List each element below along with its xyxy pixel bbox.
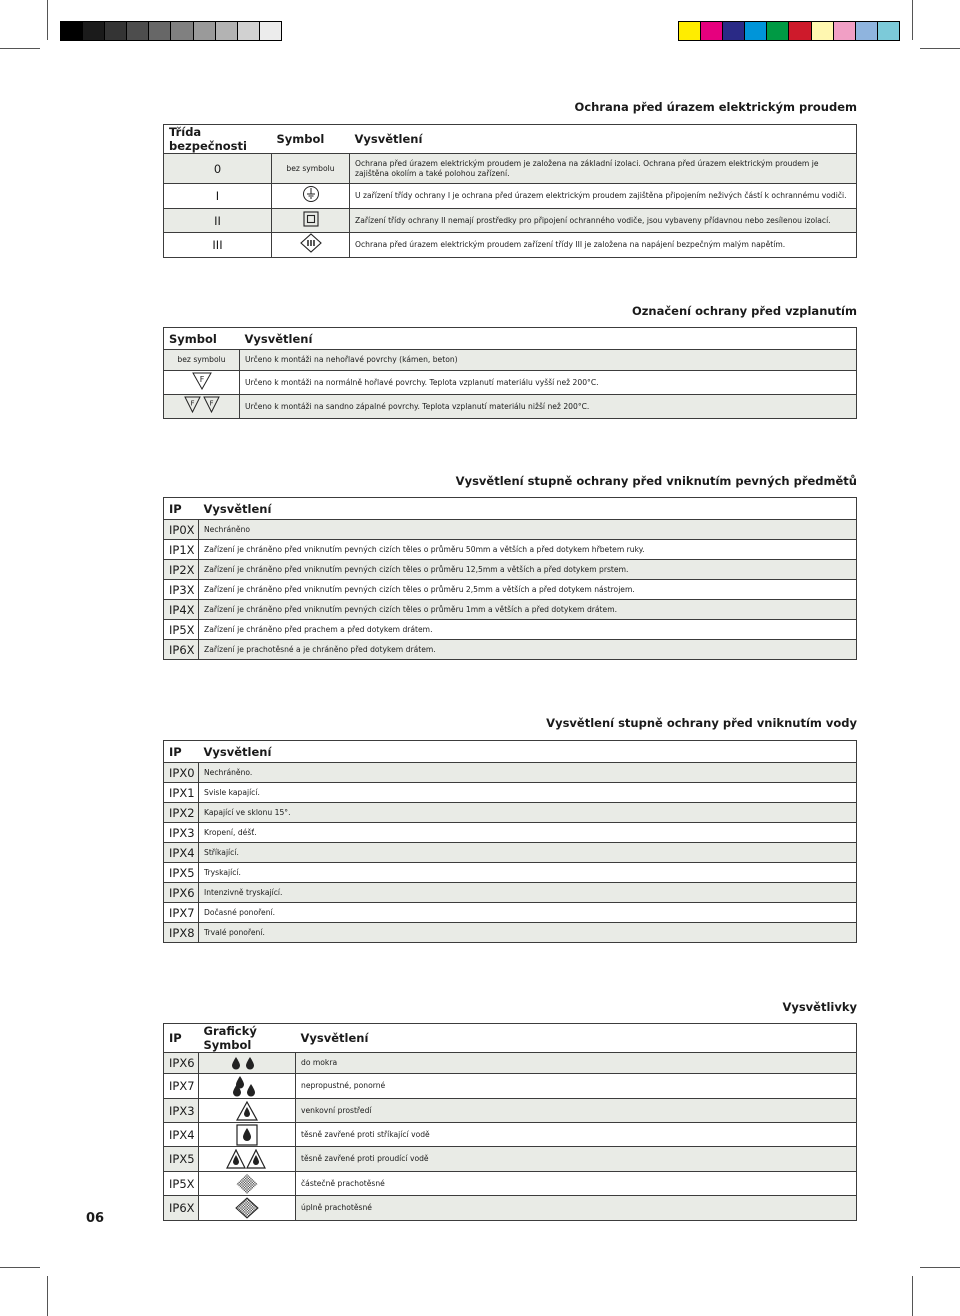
explanation-cell: Stříkající. [199,843,857,863]
table-row [164,803,857,823]
f-triangle-icon [192,372,212,390]
explanation-cell: částečně prachotěsné [296,1172,857,1196]
page-number: 06 [86,1211,105,1226]
explanation-cell: Nechráněno [199,520,857,540]
explanation-cell: Kapající ve sklonu 15°. [199,803,857,823]
table-row [164,371,857,395]
dust-grid-icon [236,1174,258,1194]
ip-code-cell: IPX2 [164,803,199,823]
ip-code-cell: IPX6 [164,1053,199,1074]
ip-code-cell: IPX7 [164,1074,199,1099]
solids-table [163,497,857,660]
header-explanation: Vysvětlení [300,1031,369,1045]
explanation-cell: Zařízení třídy ochrany II nemají prostředky pro připojení ochranného vodiče, jsou vybaveny přídavnou nebo zesílenou izolací. [350,209,857,233]
explanation-cell: Ochrana před úrazem elektrickým proudem je založena na základní izolaci. Ochrana před úrazem elektrickým proudem je zajištěna okolím a také polohou zařízení. [350,154,857,184]
double-f-triangle-icon [184,396,220,414]
explanation-cell: Určeno k montáži na nehořlavé povrchy (kámen, beton) [240,350,857,371]
table-row [164,863,857,883]
graphic-symbol-cell [199,1147,296,1172]
explanation-cell: Zařízení je prachotěsné a je chráněno před dotykem drátem. [199,640,857,660]
ip-code-cell: IP0X [164,520,199,540]
crop-mark [912,0,913,40]
ip-code-cell: IP4X [164,600,199,620]
header-ip: IP [169,744,182,759]
graphic-symbol-cell [199,1123,296,1147]
symbol-cell [272,184,350,209]
ip-code-cell: IP5X [164,620,199,640]
table-row [164,823,857,843]
crop-mark [47,1276,48,1316]
crop-mark [920,1267,960,1268]
table-row [164,883,857,903]
ip-code-cell: IPX1 [164,783,199,803]
class-cell: I [164,184,272,209]
ip-code-cell: IPX0 [164,763,199,783]
explanation-cell: venkovní prostředí [296,1099,857,1123]
header-symbol: Symbol [276,132,325,146]
ip-code-cell: IPX4 [164,843,199,863]
table-row [164,1099,857,1123]
ip-code-cell: IP1X [164,540,199,560]
ip-code-cell: IPX7 [164,903,199,923]
table-row [164,1053,857,1074]
explanation-cell: úplně prachotěsné [296,1196,857,1221]
table-row [164,540,857,560]
gray-swatch [104,22,126,40]
explanation-cell: Trvalé ponoření. [199,923,857,943]
table-row [164,1074,857,1099]
three-drops-icon [232,1075,258,1097]
gray-swatch [61,22,82,40]
explanation-cell: Zařízení je chráněno před prachem a před dotykem drátem. [199,620,857,640]
table-row [164,923,857,943]
symbol-cell [272,209,350,233]
table-row [164,350,857,371]
header-ip: IP [169,501,182,516]
symbol-cell [272,233,350,258]
grayscale-bar [60,21,282,41]
gray-swatch [82,22,104,40]
explanation-cell: Kropení, déšť. [199,823,857,843]
color-swatch [877,22,899,40]
table-row [164,1147,857,1172]
ip-code-cell: IPX3 [164,823,199,843]
table-row [164,395,857,419]
graphic-symbol-cell [199,1074,296,1099]
symbol-cell: bez symbolu [272,154,350,184]
color-swatch [788,22,810,40]
section-title-flammability: Označení ochrany před vzplanutím [631,304,857,318]
explanation-cell: těsně zavřené proti proudící vodě [296,1147,857,1172]
gray-swatch [215,22,237,40]
explanation-cell: Určeno k montáži na sandno zápalné povrchy. Teplota vzplanutí materiálu nižší než 200°C. [240,395,857,419]
explanation-cell: Nechráněno. [199,763,857,783]
section-title-water: Vysvětlení stupně ochrany před vniknutím vody [546,716,857,730]
table-row [164,1123,857,1147]
table-row [164,520,857,540]
crop-mark [47,0,48,40]
table-row [164,843,857,863]
color-swatch [766,22,788,40]
f-label: F [189,399,195,407]
table-row [164,763,857,783]
table-row [164,620,857,640]
table-row [164,209,857,233]
header-symbol: Symbol [169,331,217,346]
class-cell: II [164,209,272,233]
explanation-cell: Zařízení je chráněno před vniknutím pevných cizích těles o průměru 50mm a větších a před dotykem hřbetem ruky. [199,540,857,560]
gray-swatch [259,22,281,40]
f-label: F [208,399,214,407]
ip-code-cell: IP3X [164,580,199,600]
symbol-cell [164,371,240,395]
explanation-cell: Dočasné ponoření. [199,903,857,923]
gray-swatch [126,22,148,40]
color-swatch [855,22,877,40]
protection-table [163,124,857,258]
explanation-cell: těsně zavřené proti stříkající vodě [296,1123,857,1147]
section-title-solids: Vysvětlení stupně ochrany před vniknutím pevných předmětů [455,474,857,488]
explanation-cell: Určeno k montáži na normálně hořlavé povrchy. Teplota vzplanutí materiálu vyšší než 200°C. [240,371,857,395]
class-three-label: III [306,239,315,248]
symbol-cell: bez symbolu [164,350,240,371]
ip-code-cell: IPX4 [164,1123,199,1147]
water-table [163,740,857,943]
table-row [164,1172,857,1196]
gray-swatch [170,22,192,40]
drop-in-triangle-icon [236,1101,258,1121]
ip-code-cell: IP6X [164,640,199,660]
table-row [164,560,857,580]
graphic-symbol-cell [199,1196,296,1221]
double-square-icon [303,211,319,227]
ip-code-cell: IP5X [164,1172,199,1196]
class-cell: 0 [164,154,272,184]
header-explanation: Vysvětlení [203,744,272,759]
explanation-cell: Intenzivně tryskající. [199,883,857,903]
color-swatch [700,22,722,40]
class-three-diamond-icon [300,233,322,253]
drop-in-square-icon [236,1124,258,1146]
table-row [164,154,857,184]
class-cell: III [164,233,272,258]
f-label: F [199,374,204,384]
ip-code-cell: IP2X [164,560,199,580]
graphic-symbol-cell [199,1099,296,1123]
gray-swatch [148,22,170,40]
ip-code-cell: IPX5 [164,1147,199,1172]
table-row [164,580,857,600]
ip-code-cell: IPX8 [164,923,199,943]
explanation-cell: nepropustné, ponorné [296,1074,857,1099]
ip-code-cell: IP6X [164,1196,199,1221]
explanation-cell: U zařízení třídy ochrany I je ochrana před úrazem elektrickým proudem zajištěna připojením neživých částí k ochrannému vodiči. [350,184,857,209]
table-row [164,783,857,803]
explanation-cell: do mokra [296,1053,857,1074]
header-class: Třída bezpečnosti [169,125,247,153]
table-row [164,233,857,258]
table-row [164,640,857,660]
header-explanation: Vysvětlení [354,132,423,146]
dust-grid-bordered-icon [235,1197,259,1219]
color-swatch [722,22,744,40]
header-graphic-symbol: Grafický Symbol [203,1024,257,1052]
ip-code-cell: IPX5 [164,863,199,883]
table-row [164,903,857,923]
header-ip: IP [169,1031,182,1045]
explanation-cell: Zařízení je chráněno před vniknutím pevných cizích těles o průměru 12,5mm a větších a před dotykem prstem. [199,560,857,580]
color-swatch [744,22,766,40]
color-swatch [833,22,855,40]
two-drops-icon [230,1056,260,1070]
symbol-cell [164,395,240,419]
explanation-cell: Tryskající. [199,863,857,883]
gray-swatch [193,22,215,40]
crop-mark [912,1276,913,1316]
table-row [164,600,857,620]
graphic-symbol-cell [199,1172,296,1196]
explanation-cell: Zařízení je chráněno před vniknutím pevných cizích těles o průměru 1mm a větších a před dotykem drátem. [199,600,857,620]
explanation-cell: Ochrana před úrazem elektrickým proudem zařízení třídy III je založena na napájení bezpečným malým napětím. [350,233,857,258]
table-row [164,1196,857,1221]
crop-mark [0,1267,40,1268]
explanation-cell: Svisle kapající. [199,783,857,803]
legend-table [163,1023,857,1221]
table-row [164,184,857,209]
crop-mark [920,48,960,49]
process-color-bar [678,21,900,41]
ip-code-cell: IPX3 [164,1099,199,1123]
color-swatch [811,22,833,40]
section-title-protection: Ochrana před úrazem elektrickým proudem [574,100,857,114]
ip-code-cell: IPX6 [164,883,199,903]
header-explanation: Vysvětlení [203,501,272,516]
section-title-legend: Vysvětlivky [782,1000,857,1014]
two-drops-in-triangles-icon [226,1149,266,1169]
explanation-cell: Zařízení je chráněno před vniknutím pevných cizích těles o průměru 2,5mm a větších a před dotykem nástrojem. [199,580,857,600]
graphic-symbol-cell [199,1053,296,1074]
flammability-table [163,327,857,419]
gray-swatch [237,22,259,40]
earth-ground-icon [302,185,320,203]
color-swatch [679,22,700,40]
crop-mark [0,48,40,49]
header-explanation: Vysvětlení [244,331,313,346]
